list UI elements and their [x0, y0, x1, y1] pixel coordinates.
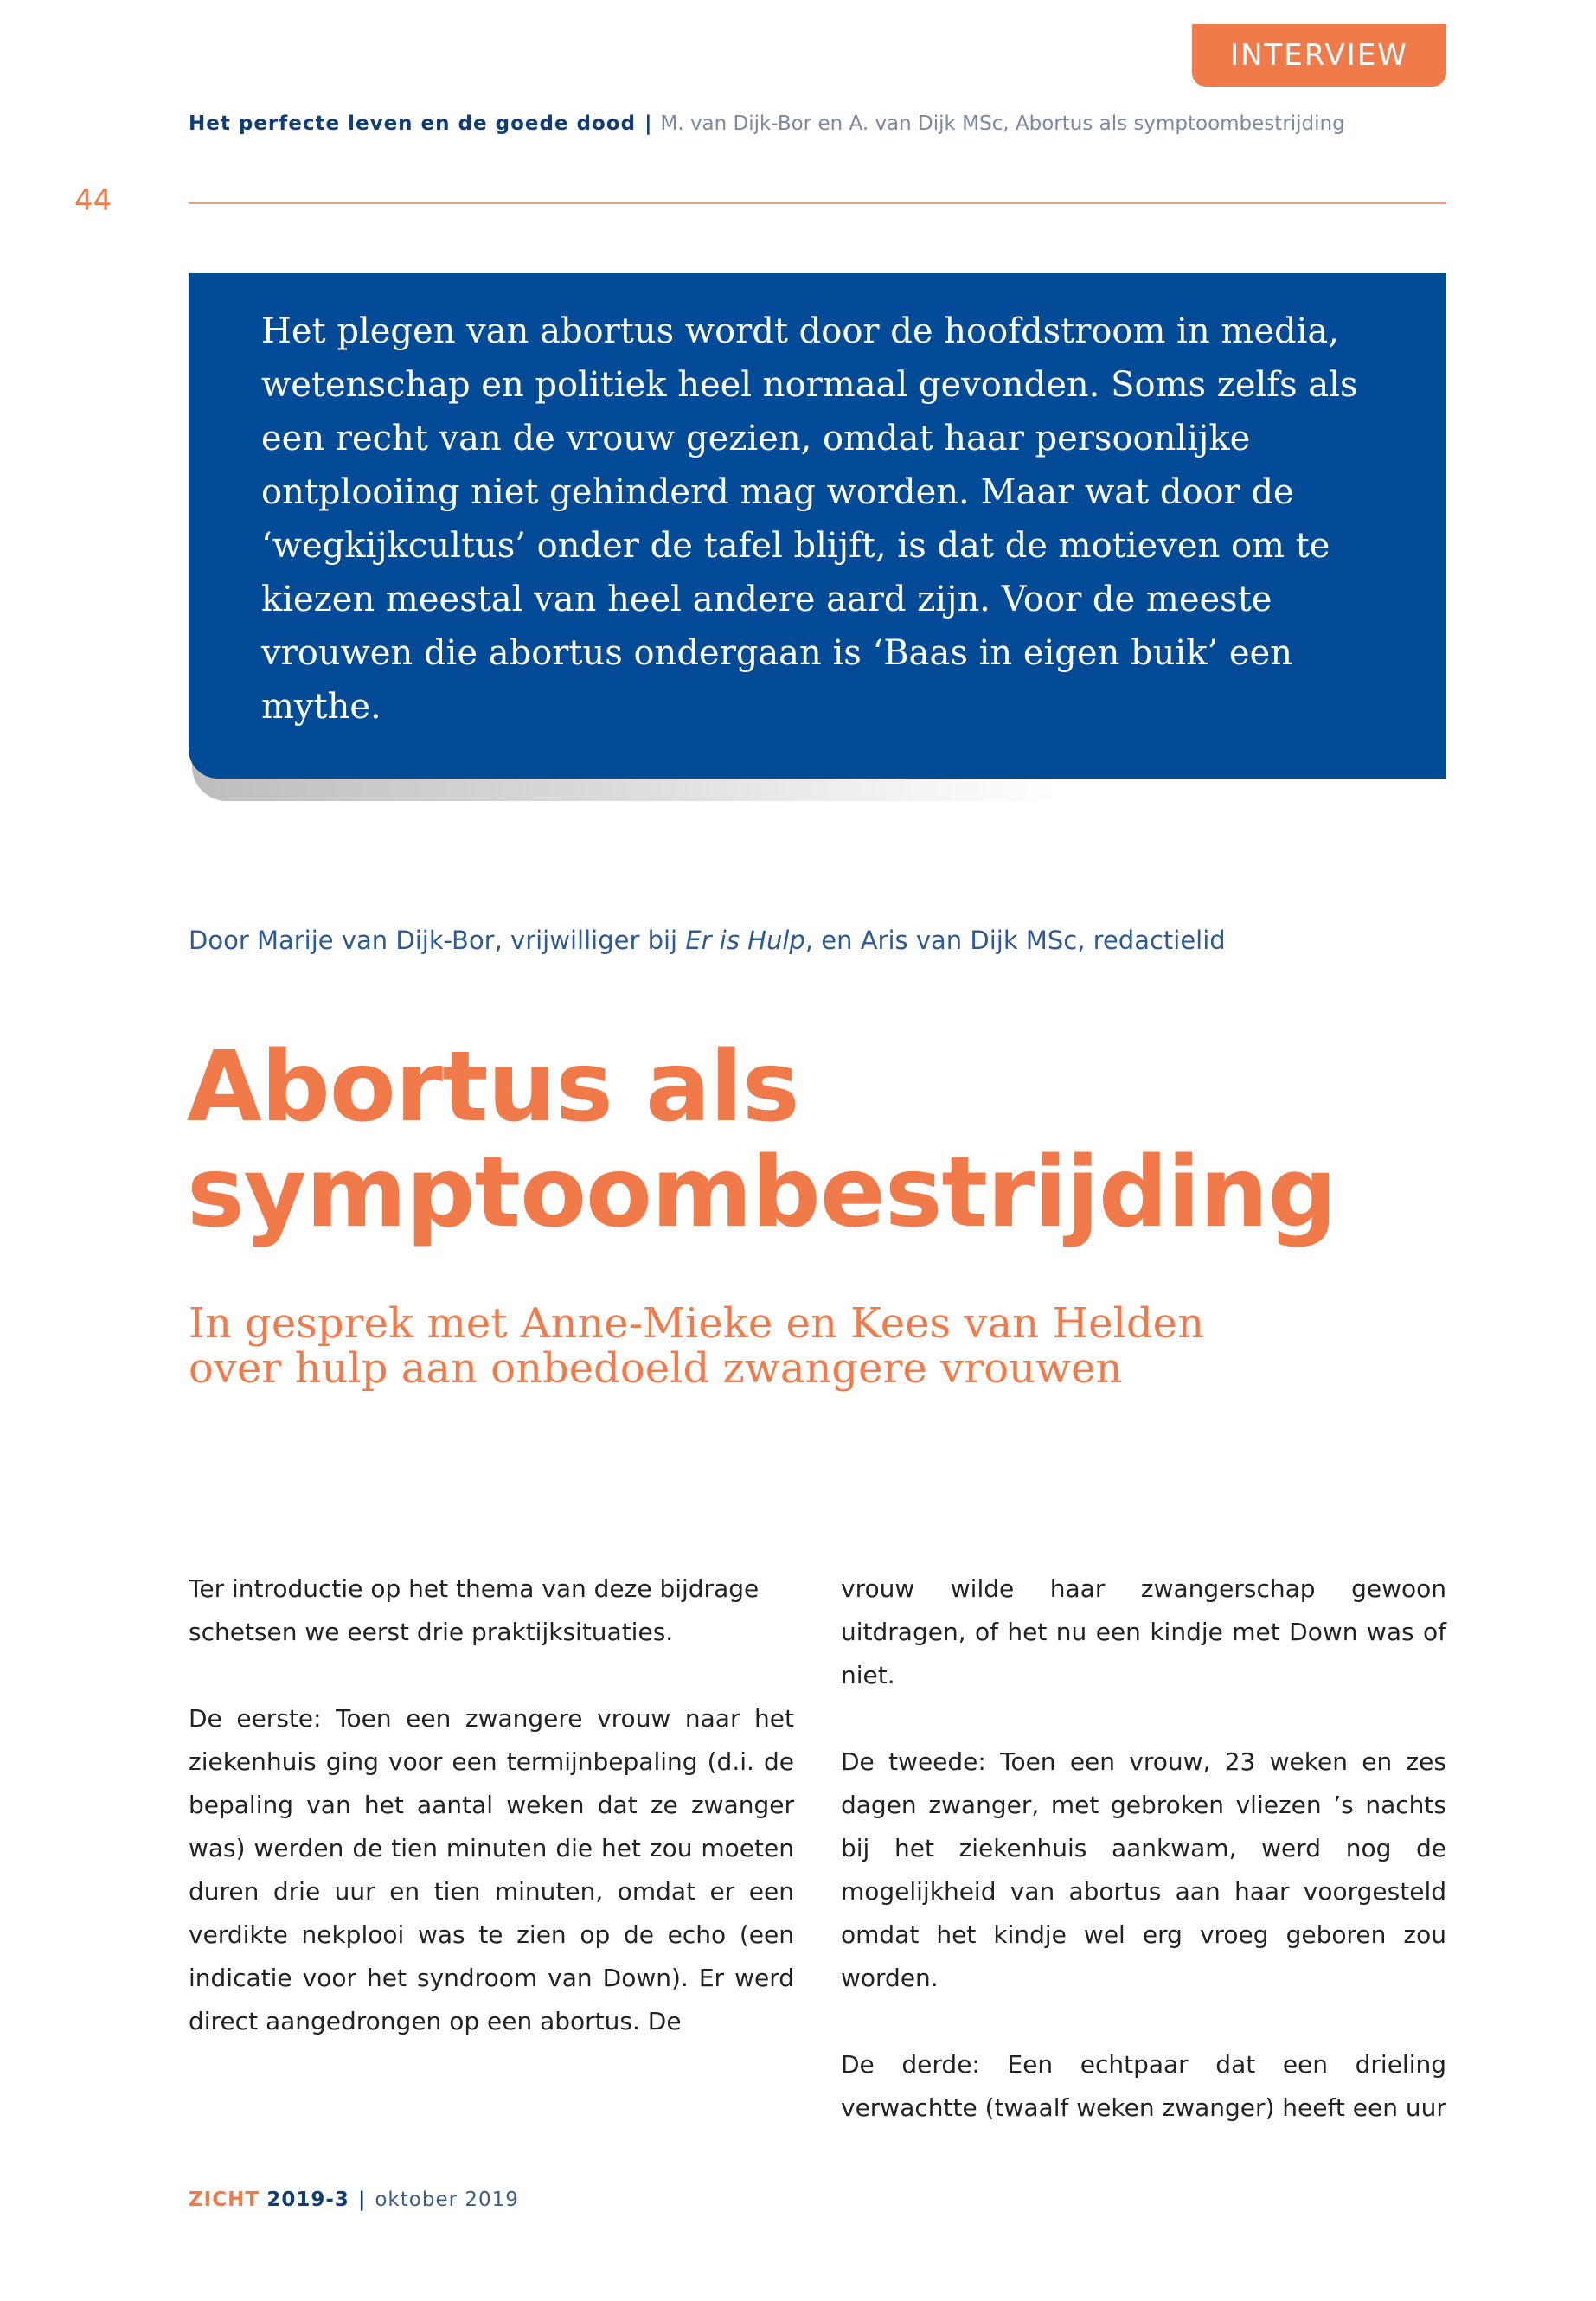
- body-paragraph: Ter introductie op het thema van deze bijdrage schetsen we eerst drie praktijksituaties.: [189, 1574, 760, 1646]
- lead-box: [189, 273, 1446, 779]
- body-paragraph: De derde: Een echtpaar dat een drieling verwachtte (twaalf weken zwanger) heeft een uur: [841, 2050, 1446, 2122]
- article-subtitle: [189, 1301, 1452, 1391]
- byline-organisation: Er is Hulp: [685, 926, 805, 955]
- subtitle-line-2: over hulp aan onbedoeld zwangere vrouwen: [189, 1344, 1123, 1393]
- body-column-right: [841, 1567, 1446, 2173]
- header-rule: [189, 202, 1446, 204]
- footer-magazine: ZICHT: [189, 2189, 260, 2211]
- body-column-left: [189, 1567, 794, 2086]
- byline-prefix: Door Marije van Dijk-Bor, vrijwilliger bij: [189, 926, 686, 955]
- byline: [189, 926, 1446, 955]
- byline-suffix: , en Aris van Dijk MSc, redactielid: [804, 926, 1226, 955]
- footer-issue: 2019-3: [266, 2189, 349, 2211]
- section-tab: INTERVIEW: [1192, 24, 1446, 87]
- body-paragraph: De eerste: Toen een zwangere vrouw naar het ziekenhuis ging voor een termijnbepaling (d.i. de bepaling van het aantal weken dat ze zwanger was) werden de tien minuten die het zou moeten duren drie uur en tien minuten, omdat er een verdikte nekplooi was te zien op de echo (een indicatie voor het syndroom van Down). Er werd direct aangedrongen op een abortus. De: [189, 1704, 794, 2035]
- running-head: [189, 112, 1452, 135]
- footer-separator: |: [357, 2189, 367, 2211]
- title-line-1: Abortus als: [187, 1031, 799, 1144]
- footer-date: oktober 2019: [375, 2189, 519, 2211]
- series-title: Het perfecte leven en de goede dood: [189, 112, 637, 135]
- subtitle-line-1: In gesprek met Anne-Mieke en Kees van Helden: [189, 1299, 1204, 1348]
- page-number: 44: [74, 183, 112, 218]
- body-paragraph: vrouw wilde haar zwangerschap gewoon uitdragen, of het nu een kindje met Down was of niet.: [841, 1574, 1446, 1689]
- page-footer: [189, 2189, 519, 2211]
- title-line-2: symptoombestrijding: [187, 1137, 1336, 1249]
- lead-text: Het plegen van abortus wordt door de hoofdstroom in media, wetenschap en politiek heel normaal gevonden. Soms zelfs als een recht van de vrouw gezien, omdat haar persoonlijke ontplooiing niet gehinderd mag worden. Maar wat door de ‘wegkijkcultus’ onder de tafel blijft, is dat de motieven om te kiezen meestal van heel andere aard zijn. Voor de meeste vrouwen die abortus ondergaan is ‘Baas in eigen buik’ een mythe.: [261, 311, 1358, 727]
- header-separator: |: [644, 112, 652, 135]
- body-paragraph: De tweede: Toen een vrouw, 23 weken en zes dagen zwanger, met gebroken vliezen ’s nachts bij het ziekenhuis aankwam, werd nog de mogelijkheid van abortus aan haar voorgesteld omdat het kindje wel erg vroeg geboren zou worden.: [841, 1747, 1446, 1992]
- article-title: [187, 1031, 1450, 1249]
- article-reference: M. van Dijk-Bor en A. van Dijk MSc, Abortus als symptoombestrijding: [660, 112, 1345, 135]
